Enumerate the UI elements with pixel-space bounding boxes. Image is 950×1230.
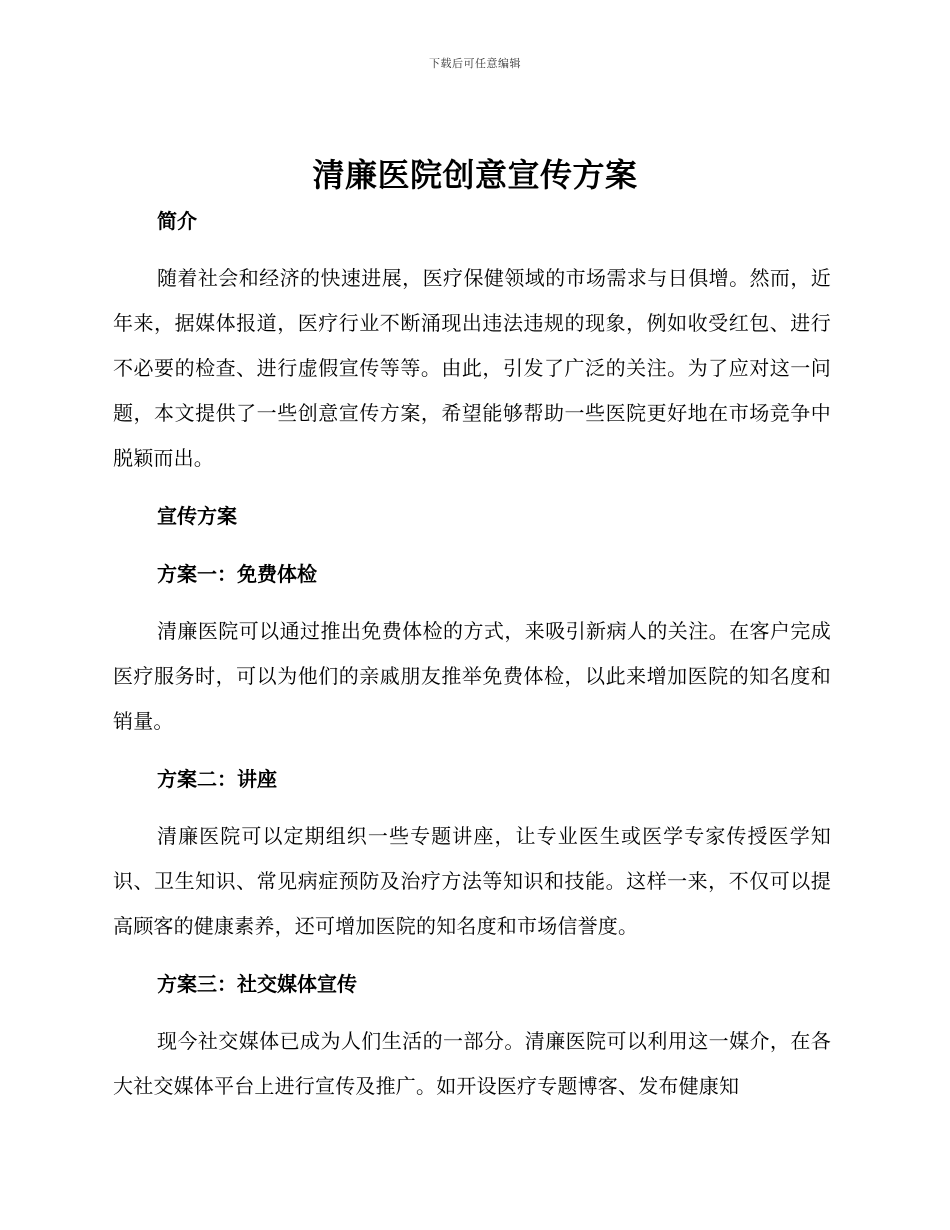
section-heading-intro: 简介 — [157, 209, 197, 233]
section-heading-plan3: 方案三：社交媒体宣传 — [157, 972, 357, 996]
paragraph-plan3: 现今社交媒体已成为人们生活的一部分。清廉医院可以利用这一媒介，在各大社交媒体平台上进行宣传及推广。如开设医疗专题博客、发布健康知 — [113, 1029, 831, 1098]
paragraph-intro: 随着社会和经济的快速进展，医疗保健领域的市场需求与日俱增。然而，近年来，据媒体报道，医疗行业不断涌现出违法违规的现象，例如收受红包、进行不必要的检查、进行虚假宣传等等。由此，引发了广泛的关注。为了应对这一问题，本文提供了一些创意宣传方案，希望能够帮助一些医院更好地在市场竞争中脱颖而出。 — [113, 266, 831, 470]
paragraph-plan2: 清廉医院可以定期组织一些专题讲座，让专业医生或医学专家传授医学知识、卫生知识、常见病症预防及治疗方法等知识和技能。这样一来，不仅可以提高顾客的健康素养，还可增加医院的知名度和市场信誉度。 — [113, 824, 831, 938]
document-body — [113, 198, 831, 1109]
document-title: 清廉医院创意宣传方案 — [312, 156, 638, 194]
section-heading-plan1: 方案一：免费体检 — [157, 562, 317, 586]
header-note: 下载后可任意编辑 — [429, 57, 521, 70]
paragraph-plan1: 清廉医院可以通过推出免费体检的方式，来吸引新病人的关注。在客户完成医疗服务时，可以为他们的亲戚朋友推举免费体检，以此来增加医院的知名度和销量。 — [113, 619, 831, 733]
section-heading-plan2: 方案二：讲座 — [157, 767, 277, 791]
section-heading-plans: 宣传方案 — [157, 504, 237, 528]
